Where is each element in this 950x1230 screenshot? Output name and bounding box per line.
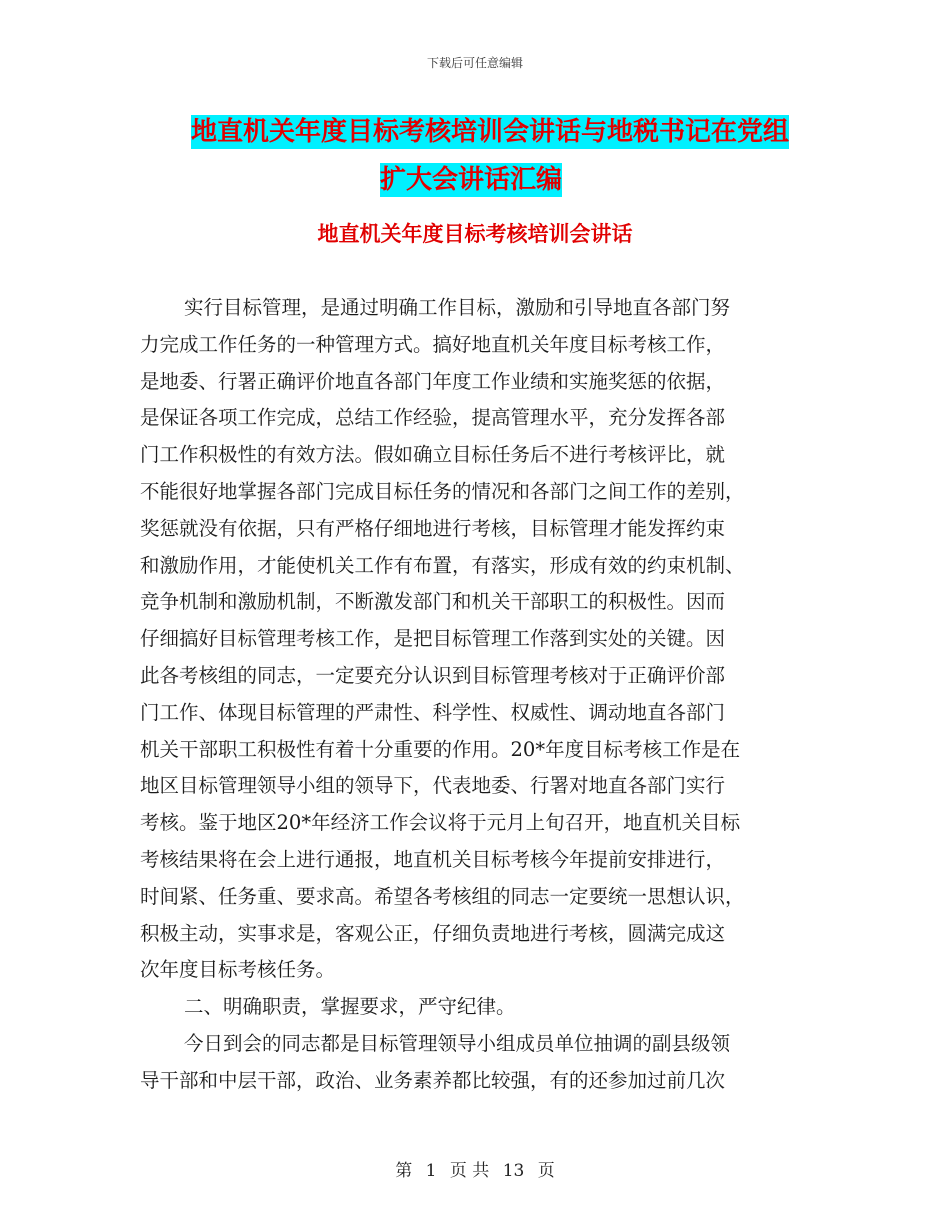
body-text (140, 290, 810, 1100)
header-note: 下载后可任意编辑 (426, 56, 523, 70)
body-line: 力完成工作任务的一种管理方式。搞好地直机关年度目标考核工作， (140, 332, 726, 356)
footer-mid: 页 共 (449, 1161, 490, 1181)
body-line: 考核。鉴于地区20*年经济工作会议将于元月上旬召开，地直机关目标 (140, 811, 741, 835)
title-line-1-text: 地直机关年度目标考核培训会讲话与地税书记在党组 (191, 117, 790, 147)
body-line: 今日到会的同志都是目标管理领导小组成员单位抽调的副县级领 (184, 1031, 731, 1055)
page-number: 1 (425, 1161, 437, 1181)
title-line-2 (140, 158, 840, 206)
body-line: 竞争机制和激励机制，不断激发部门和机关干部职工的积极性。因而 (140, 590, 726, 614)
body-line: 实行目标管理，是通过明确工作目标，激励和引导地直各部门努 (184, 296, 731, 319)
body-line: 仔细搞好目标管理考核工作，是把目标管理工作落到实处的关键。因 (140, 627, 726, 651)
body-line: 次年度目标考核任务。 (140, 958, 336, 982)
page-footer (0, 1156, 950, 1181)
body-line: 机关干部职工积极性有着十分重要的作用。20*年度目标考核工作是在 (140, 737, 741, 761)
body-line: 和激励作用，才能使机关工作有布置，有落实，形成有效的约束机制、 (140, 553, 745, 577)
footer-prefix: 第 (395, 1161, 413, 1181)
body-line: 导干部和中层干部，政治、业务素养都比较强，有的还参加过前几次 (140, 1068, 726, 1092)
body-line: 门工作积极性的有效方法。假如确立目标任务后不进行考核评比，就 (140, 443, 726, 467)
body-line: 奖惩就没有依据，只有严格仔细地进行考核，目标管理才能发挥约束 (140, 516, 726, 540)
body-line: 是保证各项工作完成，总结工作经验，提高管理水平，充分发挥各部 (140, 406, 726, 430)
body-line: 时间紧、任务重、要求高。希望各考核组的同志一定要统一思想认识， (140, 884, 745, 908)
body-line: 二、明确职责，掌握要求，严守纪律。 (184, 995, 516, 1019)
title-line-1 (140, 110, 840, 158)
body-line: 考核结果将在会上进行通报，地直机关目标考核今年提前安排进行， (140, 847, 726, 871)
body-line: 不能很好地掌握各部门完成目标任务的情况和各部门之间工作的差别， (140, 479, 745, 503)
body-line: 地区目标管理领导小组的领导下，代表地委、行署对地直各部门实行 (140, 774, 726, 798)
title-line-2-text: 扩大会讲话汇编 (380, 165, 563, 195)
body-line: 此各考核组的同志，一定要充分认识到目标管理考核对于正确评价部 (140, 663, 726, 687)
body-line: 门工作、体现目标管理的严肃性、科学性、权威性、调动地直各部门 (140, 700, 726, 724)
body-line: 积极主动，实事求是，客观公正，仔细负责地进行考核，圆满完成这 (140, 921, 726, 945)
body-line: 是地委、行署正确评价地直各部门年度工作业绩和实施奖惩的依据， (140, 369, 726, 393)
section-title: 地直机关年度目标考核培训会讲话 (317, 222, 633, 246)
document-title (140, 110, 840, 206)
footer-suffix: 页 (537, 1161, 555, 1181)
page-total: 13 (502, 1161, 525, 1181)
